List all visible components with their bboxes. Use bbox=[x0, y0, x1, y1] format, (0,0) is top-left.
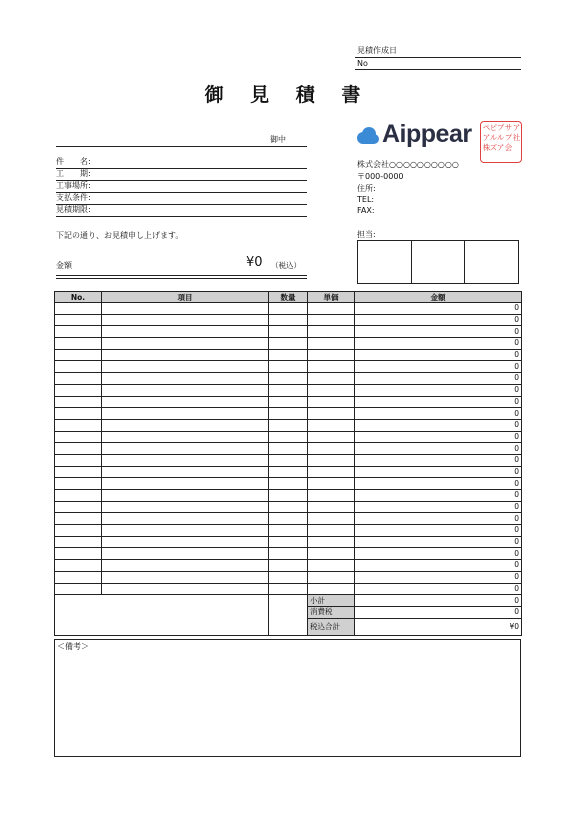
unit-price-cell[interactable] bbox=[308, 560, 355, 572]
project-info-row[interactable] bbox=[56, 181, 307, 193]
no-cell[interactable] bbox=[55, 349, 102, 361]
quantity-cell[interactable] bbox=[269, 373, 308, 385]
amount-cell[interactable]: 0 bbox=[355, 396, 522, 408]
no-cell[interactable] bbox=[55, 525, 102, 537]
created-date-label: 見積作成日 bbox=[357, 46, 397, 55]
approval-box[interactable] bbox=[411, 240, 465, 284]
company-address-label: 住所: bbox=[357, 184, 376, 193]
no-cell[interactable] bbox=[55, 373, 102, 385]
item-cell[interactable] bbox=[102, 384, 269, 396]
stamp-column: ア社 bbox=[512, 123, 521, 142]
amount-cell[interactable]: 0 bbox=[355, 373, 522, 385]
quantity-cell[interactable] bbox=[269, 349, 308, 361]
quantity-cell[interactable] bbox=[269, 466, 308, 478]
table-row[interactable] bbox=[55, 560, 522, 572]
item-cell[interactable] bbox=[102, 548, 269, 560]
no-cell[interactable] bbox=[55, 361, 102, 373]
quantity-cell[interactable] bbox=[269, 338, 308, 350]
unit-price-cell[interactable] bbox=[308, 501, 355, 513]
no-cell[interactable] bbox=[55, 501, 102, 513]
cloud-logo-icon bbox=[356, 126, 380, 146]
unit-price-cell[interactable] bbox=[308, 314, 355, 326]
item-cell[interactable] bbox=[102, 571, 269, 583]
unit-price-cell[interactable] bbox=[308, 443, 355, 455]
no-cell[interactable] bbox=[55, 466, 102, 478]
no-cell[interactable] bbox=[55, 303, 102, 315]
table-row[interactable] bbox=[55, 490, 522, 502]
unit-price-cell[interactable] bbox=[308, 303, 355, 315]
total-with-tax-label: 税込合計 bbox=[308, 618, 355, 635]
date-underline bbox=[355, 57, 521, 58]
unit-price-cell[interactable] bbox=[308, 349, 355, 361]
no-cell[interactable] bbox=[55, 338, 102, 350]
page-title: 御 見 積 書 bbox=[204, 84, 371, 106]
item-cell[interactable] bbox=[102, 349, 269, 361]
item-cell[interactable] bbox=[102, 326, 269, 338]
quantity-cell[interactable] bbox=[269, 478, 308, 490]
item-cell[interactable] bbox=[102, 338, 269, 350]
table-row[interactable] bbox=[55, 419, 522, 431]
table-row[interactable] bbox=[55, 349, 522, 361]
item-cell[interactable] bbox=[102, 303, 269, 315]
item-cell[interactable] bbox=[102, 419, 269, 431]
no-cell[interactable] bbox=[55, 560, 102, 572]
consumption-tax-value: 0 bbox=[355, 606, 522, 618]
amount-cell[interactable]: 0 bbox=[355, 314, 522, 326]
item-cell[interactable] bbox=[102, 408, 269, 420]
no-cell[interactable] bbox=[55, 396, 102, 408]
company-tel-label: TEL: bbox=[357, 195, 375, 204]
amount-cell[interactable]: 0 bbox=[355, 571, 522, 583]
amount-cell[interactable]: 0 bbox=[355, 431, 522, 443]
table-row[interactable] bbox=[55, 373, 522, 385]
amount-cell[interactable]: 0 bbox=[355, 466, 522, 478]
client-name-line bbox=[56, 146, 307, 147]
col-header-quantity: 数量 bbox=[269, 292, 308, 303]
item-cell[interactable] bbox=[102, 513, 269, 525]
unit-price-cell[interactable] bbox=[308, 396, 355, 408]
amount-double-underline bbox=[56, 275, 307, 279]
quantity-cell[interactable] bbox=[269, 361, 308, 373]
project-info-label: 件 名: bbox=[56, 157, 91, 166]
amount-cell[interactable]: 0 bbox=[355, 408, 522, 420]
table-row[interactable] bbox=[55, 454, 522, 466]
stamp-column: サプ会 bbox=[504, 123, 513, 152]
quantity-cell[interactable] bbox=[269, 303, 308, 315]
table-row[interactable] bbox=[55, 571, 522, 583]
item-cell[interactable] bbox=[102, 478, 269, 490]
quantity-cell[interactable] bbox=[269, 326, 308, 338]
col-header-no: No. bbox=[55, 292, 102, 303]
number-underline bbox=[355, 69, 521, 70]
item-cell[interactable] bbox=[102, 431, 269, 443]
table-row[interactable] bbox=[55, 513, 522, 525]
item-cell[interactable] bbox=[102, 583, 269, 595]
subtotal-label: 小計 bbox=[308, 595, 355, 607]
subtotal-value: 0 bbox=[355, 595, 522, 607]
amount-cell[interactable]: 0 bbox=[355, 501, 522, 513]
table-row[interactable] bbox=[55, 583, 522, 595]
item-cell[interactable] bbox=[102, 560, 269, 572]
item-cell[interactable] bbox=[102, 466, 269, 478]
table-row[interactable] bbox=[55, 314, 522, 326]
no-cell[interactable] bbox=[55, 443, 102, 455]
total-with-tax-value: ¥0 bbox=[355, 618, 522, 635]
staff-label: 担当: bbox=[357, 230, 376, 239]
unit-price-cell[interactable] bbox=[308, 384, 355, 396]
item-cell[interactable] bbox=[102, 314, 269, 326]
item-cell[interactable] bbox=[102, 361, 269, 373]
quantity-cell[interactable] bbox=[269, 396, 308, 408]
unit-price-cell[interactable] bbox=[308, 478, 355, 490]
no-cell[interactable] bbox=[55, 408, 102, 420]
amount-label: 金額 bbox=[56, 261, 72, 270]
col-header-amount: 金額 bbox=[355, 292, 522, 303]
document-number-label: No bbox=[357, 59, 368, 68]
no-cell[interactable] bbox=[55, 454, 102, 466]
consumption-tax-label: 消費税 bbox=[308, 606, 355, 618]
summary-blank-area bbox=[269, 595, 308, 635]
table-row[interactable] bbox=[55, 525, 522, 537]
project-info-row[interactable] bbox=[56, 157, 307, 169]
table-row[interactable] bbox=[55, 536, 522, 548]
item-cell[interactable] bbox=[102, 525, 269, 537]
quantity-cell[interactable] bbox=[269, 443, 308, 455]
item-cell[interactable] bbox=[102, 396, 269, 408]
project-info-row[interactable] bbox=[56, 193, 307, 205]
amount-cell[interactable]: 0 bbox=[355, 513, 522, 525]
project-info-label: 工 期: bbox=[56, 169, 91, 178]
table-row[interactable] bbox=[55, 431, 522, 443]
quantity-cell[interactable] bbox=[269, 490, 308, 502]
item-cell[interactable] bbox=[102, 373, 269, 385]
no-cell[interactable] bbox=[55, 536, 102, 548]
table-row[interactable] bbox=[55, 384, 522, 396]
table-row[interactable] bbox=[55, 303, 522, 315]
table-row[interactable] bbox=[55, 548, 522, 560]
quantity-cell[interactable] bbox=[269, 525, 308, 537]
table-row[interactable] bbox=[55, 361, 522, 373]
quantity-cell[interactable] bbox=[269, 536, 308, 548]
no-cell[interactable] bbox=[55, 583, 102, 595]
company-postal: 〒000-0000 bbox=[357, 172, 404, 181]
table-row[interactable] bbox=[55, 408, 522, 420]
table-row[interactable] bbox=[55, 443, 522, 455]
project-info-row[interactable] bbox=[56, 169, 307, 181]
quantity-cell[interactable] bbox=[269, 560, 308, 572]
amount-cell[interactable]: 0 bbox=[355, 419, 522, 431]
table-row[interactable] bbox=[55, 326, 522, 338]
no-cell[interactable] bbox=[55, 326, 102, 338]
amount-cell[interactable]: 0 bbox=[355, 490, 522, 502]
amount-value: ¥0 bbox=[246, 255, 263, 270]
quantity-cell[interactable] bbox=[269, 419, 308, 431]
quantity-cell[interactable] bbox=[269, 513, 308, 525]
unit-price-cell[interactable] bbox=[308, 338, 355, 350]
project-info-label: 支払条件: bbox=[56, 193, 91, 202]
amount-cell[interactable]: 0 bbox=[355, 525, 522, 537]
unit-price-cell[interactable] bbox=[308, 419, 355, 431]
amount-cell[interactable]: 0 bbox=[355, 303, 522, 315]
project-info-label: 工事場所: bbox=[56, 181, 91, 190]
client-honorific: 御中 bbox=[270, 135, 286, 144]
table-row[interactable] bbox=[55, 396, 522, 408]
unit-price-cell[interactable] bbox=[308, 571, 355, 583]
item-cell[interactable] bbox=[102, 443, 269, 455]
item-cell[interactable] bbox=[102, 454, 269, 466]
unit-price-cell[interactable] bbox=[308, 536, 355, 548]
no-cell[interactable] bbox=[55, 419, 102, 431]
no-cell[interactable] bbox=[55, 548, 102, 560]
no-cell[interactable] bbox=[55, 431, 102, 443]
stamp-column: ピルズ bbox=[489, 123, 498, 152]
summary-blank-area bbox=[55, 595, 269, 635]
table-row[interactable] bbox=[55, 466, 522, 478]
quantity-cell[interactable] bbox=[269, 548, 308, 560]
greeting-message: 下記の通り、お見積申し上げます。 bbox=[56, 231, 184, 240]
amount-cell[interactable]: 0 bbox=[355, 384, 522, 396]
amount-cell[interactable]: 0 bbox=[355, 478, 522, 490]
quantity-cell[interactable] bbox=[269, 454, 308, 466]
unit-price-cell[interactable] bbox=[308, 361, 355, 373]
unit-price-cell[interactable] bbox=[308, 326, 355, 338]
amount-cell[interactable]: 0 bbox=[355, 548, 522, 560]
quantity-cell[interactable] bbox=[269, 431, 308, 443]
approval-box[interactable] bbox=[464, 240, 519, 284]
estimate-items-table bbox=[54, 291, 522, 636]
col-header-unit-price: 単価 bbox=[308, 292, 355, 303]
table-row[interactable] bbox=[55, 501, 522, 513]
quantity-cell[interactable] bbox=[269, 408, 308, 420]
unit-price-cell[interactable] bbox=[308, 525, 355, 537]
quantity-cell[interactable] bbox=[269, 583, 308, 595]
amount-cell[interactable]: 0 bbox=[355, 454, 522, 466]
amount-cell[interactable]: 0 bbox=[355, 560, 522, 572]
unit-price-cell[interactable] bbox=[308, 454, 355, 466]
project-info-label: 見積期限: bbox=[56, 205, 91, 214]
item-cell[interactable] bbox=[102, 536, 269, 548]
amount-cell[interactable]: 0 bbox=[355, 361, 522, 373]
amount-cell[interactable]: 0 bbox=[355, 349, 522, 361]
item-cell[interactable] bbox=[102, 501, 269, 513]
amount-cell[interactable]: 0 bbox=[355, 338, 522, 350]
amount-cell[interactable]: 0 bbox=[355, 583, 522, 595]
unit-price-cell[interactable] bbox=[308, 548, 355, 560]
no-cell[interactable] bbox=[55, 478, 102, 490]
company-name: 株式会社○○○○○○○○○○ bbox=[357, 160, 459, 169]
no-cell[interactable] bbox=[55, 314, 102, 326]
company-logo-text: Aippear bbox=[382, 120, 472, 148]
remarks-box[interactable] bbox=[54, 639, 521, 757]
unit-price-cell[interactable] bbox=[308, 513, 355, 525]
no-cell[interactable] bbox=[55, 571, 102, 583]
amount-cell[interactable]: 0 bbox=[355, 326, 522, 338]
stamp-column: ペア株 bbox=[482, 123, 491, 152]
unit-price-cell[interactable] bbox=[308, 408, 355, 420]
tax-included-note: （税込） bbox=[271, 261, 301, 270]
unit-price-cell[interactable] bbox=[308, 466, 355, 478]
quantity-cell[interactable] bbox=[269, 501, 308, 513]
unit-price-cell[interactable] bbox=[308, 583, 355, 595]
no-cell[interactable] bbox=[55, 384, 102, 396]
col-header-item: 項目 bbox=[102, 292, 269, 303]
company-fax-label: FAX: bbox=[357, 206, 375, 215]
approval-box[interactable] bbox=[357, 240, 412, 284]
amount-cell[interactable]: 0 bbox=[355, 443, 522, 455]
table-row[interactable] bbox=[55, 478, 522, 490]
unit-price-cell[interactable] bbox=[308, 490, 355, 502]
unit-price-cell[interactable] bbox=[308, 431, 355, 443]
remarks-label: ＜備考＞ bbox=[57, 642, 89, 651]
no-cell[interactable] bbox=[55, 513, 102, 525]
quantity-cell[interactable] bbox=[269, 384, 308, 396]
amount-cell[interactable]: 0 bbox=[355, 536, 522, 548]
company-seal-stamp bbox=[480, 121, 522, 163]
quantity-cell[interactable] bbox=[269, 571, 308, 583]
project-info-row[interactable] bbox=[56, 205, 307, 217]
quantity-cell[interactable] bbox=[269, 314, 308, 326]
table-row[interactable] bbox=[55, 338, 522, 350]
stamp-column: ブルア bbox=[496, 123, 505, 152]
unit-price-cell[interactable] bbox=[308, 373, 355, 385]
no-cell[interactable] bbox=[55, 490, 102, 502]
item-cell[interactable] bbox=[102, 490, 269, 502]
